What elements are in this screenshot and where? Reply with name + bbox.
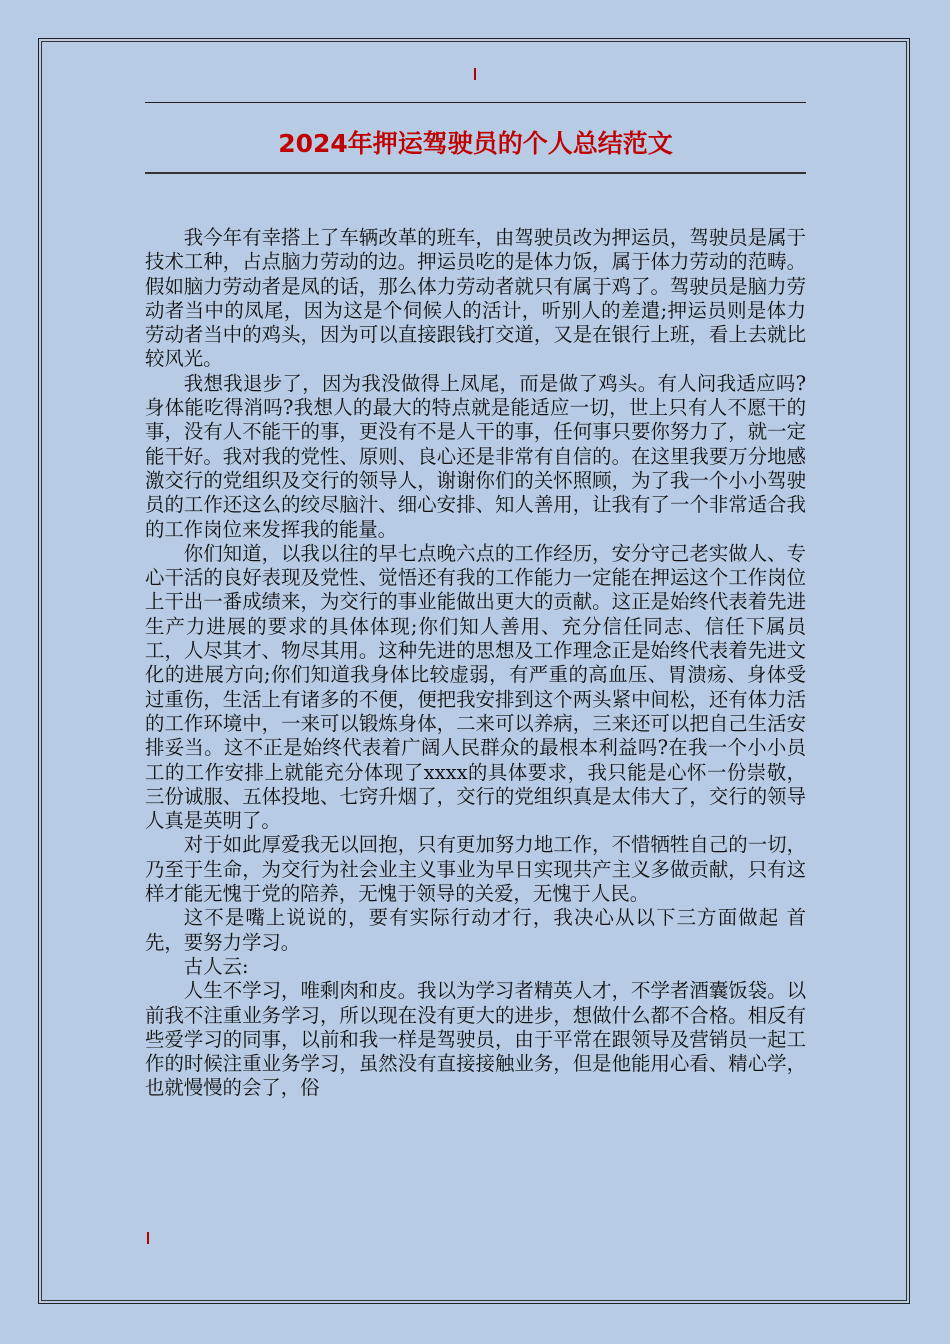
- paragraph-4: 对于如此厚爱我无以回抱，只有更加努力地工作，不惜牺牲自己的一切，乃至于生命，为交行为社会业主义事业为早日实现共产主义多做贡献，只有这样才能无愧于党的陪养，无愧于领导的关爱，无愧于人民。: [145, 833, 806, 906]
- paragraph-5: 这不是嘴上说说的，要有实际行动才行，我决心从以下三方面做起 首先，要努力学习。: [145, 906, 806, 954]
- paragraph-2: 我想我退步了，因为我没做得上凤尾，而是做了鸡头。有人问我适应吗?身体能吃得消吗?我想人的最大的特点就是能适应一切，世上只有人不愿干的事，没有人不能干的事，更没有不是人干的事，任何事只要你努力了，就一定能干好。我对我的党性、原则、良心还是非常有自信的。在这里我要万分地感激交行的党组织及交行的领导人，谢谢你们的关怀照顾，为了我一个小小驾驶员的工作还这么的绞尽脑汁、细心安排、知人善用，让我有了一个非常适合我的工作岗位来发挥我的能量。: [145, 371, 806, 541]
- header-mark: [474, 68, 476, 80]
- title-rule-bottom: [145, 172, 806, 174]
- paragraph-1: 我今年有幸搭上了车辆改革的班车，由驾驶员改为押运员，驾驶员是属于技术工种，占点脑力劳动的边。押运员吃的是体力饭，属于体力劳动的范畴。假如脑力劳动者是凤的话，那么体力劳动者就只有属于鸡了。驾驶员是脑力劳动者当中的凤尾，因为这是个伺候人的活计，听别人的差遣;押运员则是体力劳动者当中的鸡头，因为可以直接跟钱打交道，又是在银行上班，看上去就比较风光。: [145, 226, 806, 371]
- footer-mark: [147, 1232, 149, 1244]
- title-rule-top: [145, 102, 806, 103]
- paragraph-6: 古人云:: [183, 954, 249, 978]
- paragraph-3: 你们知道，以我以往的早七点晚六点的工作经历，安分守己老实做人、专心干活的良好表现及党性、觉悟还有我的工作能力一定能在押运这个工作岗位上干出一番成绩来，为交行的事业能做出更大的贡献。这正是始终代表着先进生产力进展的要求的具体体现;你们知人善用、充分信任同志、信任下属员工，人尽其才、物尽其用。这种先进的思想及工作理念正是始终代表着先进文化的进展方向;你们知道我身体比较虚弱，有严重的高血压、胃溃疡、身体受过重伤，生活上有诸多的不便，便把我安排到这个两头紧中间松，还有体力活的工作环境中，一来可以锻炼身体，二来可以养病，三来还可以把自己生活安排妥当。这不正是始终代表着广阔人民群众的最根本利益吗?在我一个小小员工的工作安排上就能充分体现了xxxx的具体要求，我只能是心怀一份崇敬，三份诚服、五体投地、七窍升烟了，交行的党组织真是太伟大了，交行的领导人真是英明了。: [145, 541, 806, 833]
- document-body: [145, 226, 806, 1202]
- paragraph-7: 人生不学习，唯剩肉和皮。我以为学习者精英人才，不学者酒囊饭袋。以前我不注重业务学习，所以现在没有更大的进步，想做什么都不合格。相反有些爱学习的同事，以前和我一样是驾驶员，由于平常在跟领导及营销员一起工作的时候注重业务学习，虽然没有直接接触业务，但是他能用心看、精心学，也就慢慢的会了，俗: [145, 979, 806, 1100]
- document-title: 2024年押运驾驶员的个人总结范文: [278, 129, 673, 158]
